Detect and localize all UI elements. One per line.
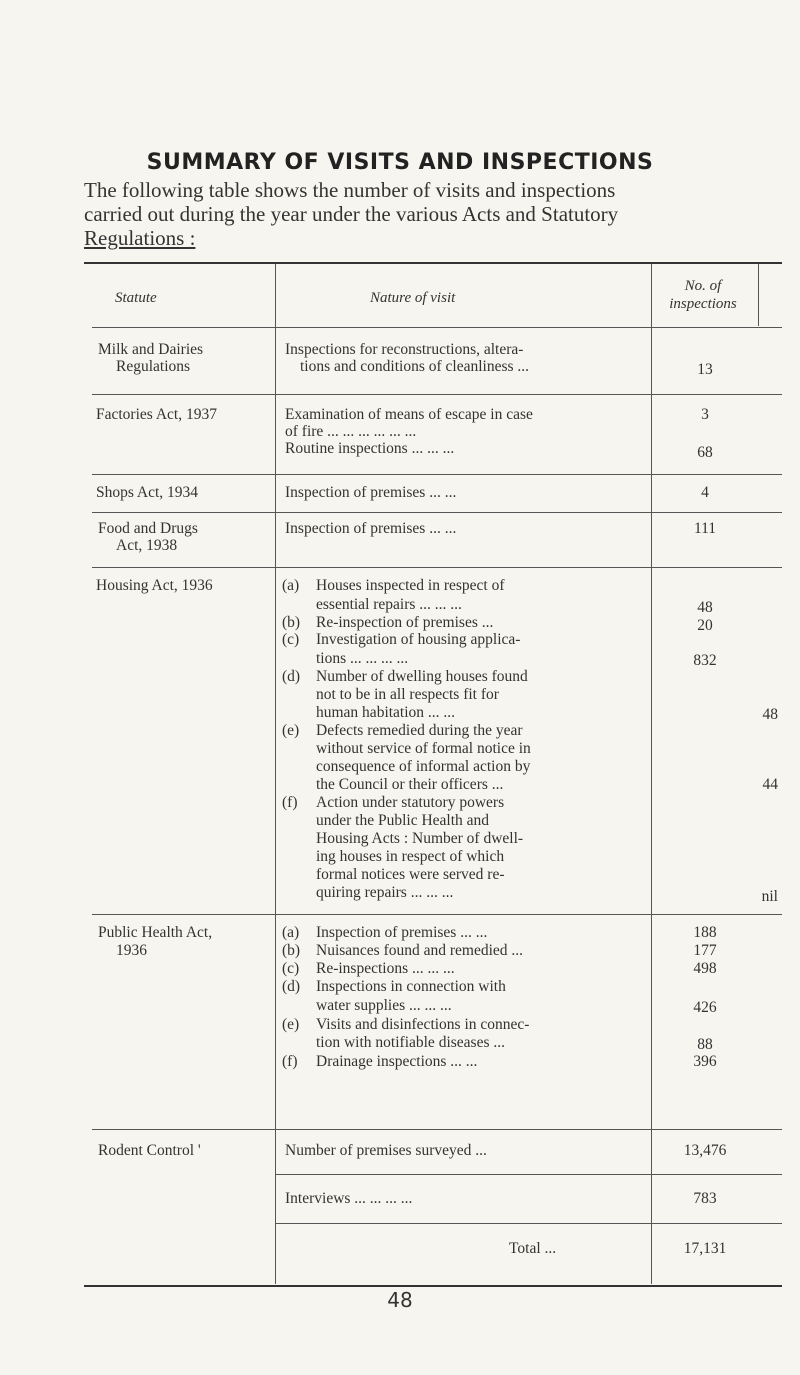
nature-shops: Inspection of premises ... ...	[285, 484, 457, 501]
row-divider	[92, 474, 782, 475]
statute-milk: Regulations	[116, 358, 191, 375]
public-health-line: tion with notifiable diseases ...	[316, 1034, 505, 1051]
nature-milk: Inspections for reconstructions, altera-	[285, 341, 524, 358]
side-count-housing: nil	[761, 888, 778, 905]
count-public-health: 498	[693, 960, 717, 977]
count-factories: 68	[697, 444, 713, 461]
public-health-line: Inspection of premises ... ...	[316, 924, 488, 941]
intro-line: Regulations :	[84, 226, 196, 250]
header-statute: Statute	[115, 290, 157, 306]
count-shops: 4	[701, 484, 709, 501]
intro-paragraph	[84, 178, 764, 250]
statute-food: Food and Drugs	[98, 520, 198, 537]
intro-line: The following table shows the number of visits and inspections	[84, 178, 616, 202]
housing-label: (c)	[282, 631, 300, 648]
nature-factories: Examination of means of escape in case	[285, 406, 533, 423]
page-number: 48	[387, 1288, 413, 1312]
count-rodent: 13,476	[683, 1142, 727, 1159]
statute-public-health: 1936	[116, 942, 147, 959]
housing-label: (a)	[282, 577, 300, 594]
housing-line: essential repairs ... ... ...	[316, 596, 462, 613]
count-interviews: 783	[693, 1190, 717, 1207]
statute-rodent: Rodent Control '	[98, 1142, 201, 1159]
count-public-health: 396	[693, 1053, 717, 1070]
statute-milk: Milk and Dairies	[98, 341, 204, 358]
housing-line: Defects remedied during the year	[316, 722, 523, 739]
housing-line: Re-inspection of premises ...	[316, 614, 494, 631]
count-milk: 13	[697, 361, 713, 378]
statute-factories: Factories Act, 1937	[96, 406, 217, 423]
total-label: Total ...	[509, 1240, 557, 1257]
header-inspections-line1: No. of	[684, 278, 722, 294]
public-health-label: (b)	[282, 942, 301, 959]
page-title: SUMMARY OF VISITS AND INSPECTIONS	[146, 150, 654, 175]
housing-line: not to be in all respects fit for	[316, 686, 499, 703]
public-health-line: Re-inspections ... ... ...	[316, 960, 455, 977]
housing-line: consequence of informal action by	[316, 758, 531, 775]
count-public-health: 188	[693, 924, 717, 941]
public-health-line: Nuisances found and remedied ...	[316, 942, 524, 959]
statute-food: Act, 1938	[116, 537, 178, 554]
housing-line: human habitation ... ...	[316, 704, 456, 721]
nature-food: Inspection of premises ... ...	[285, 520, 457, 537]
row-divider	[92, 914, 782, 915]
public-health-label: (f)	[282, 1053, 298, 1070]
nature-factories: of fire ... ... ... ... ... ...	[285, 423, 417, 440]
header-inspections-line2: inspections	[669, 296, 737, 312]
header-nature: Nature of visit	[370, 290, 456, 306]
column-divider	[758, 264, 759, 326]
total-count: 17,131	[683, 1240, 727, 1257]
row-divider	[92, 567, 782, 568]
row-divider	[92, 1129, 782, 1130]
count-public-health: 177	[693, 942, 717, 959]
housing-line: the Council or their officers ...	[316, 776, 504, 793]
housing-label: (d)	[282, 668, 301, 685]
count-factories: 3	[701, 406, 709, 423]
housing-line: quiring repairs ... ... ...	[316, 884, 454, 901]
statute-public-health: Public Health Act,	[98, 924, 213, 941]
housing-line: Action under statutory powers	[316, 794, 505, 811]
nature-rodent: Number of premises surveyed ...	[285, 1142, 487, 1159]
statute-shops: Shops Act, 1934	[96, 484, 199, 501]
count-food: 111	[693, 520, 717, 537]
count-public-health: 426	[693, 999, 717, 1016]
housing-line: Number of dwelling houses found	[316, 668, 528, 685]
row-divider	[275, 1174, 782, 1175]
side-count-housing: 44	[762, 776, 778, 793]
housing-label: (e)	[282, 722, 300, 739]
public-health-label: (a)	[282, 924, 300, 941]
housing-line: under the Public Health and	[316, 812, 490, 829]
housing-line: Housing Acts : Number of dwell-	[316, 830, 524, 847]
housing-line: Investigation of housing applica-	[316, 631, 521, 648]
public-health-label: (e)	[282, 1016, 300, 1033]
housing-line: without service of formal notice in	[316, 740, 531, 757]
count-public-health: 88	[697, 1036, 713, 1053]
statute-housing: Housing Act, 1936	[96, 577, 213, 594]
count-housing: 20	[697, 617, 713, 634]
nature-interviews: Interviews ... ... ... ...	[285, 1190, 413, 1207]
column-divider	[275, 264, 276, 1284]
public-health-line: Inspections in connection with	[316, 978, 506, 995]
housing-label: (f)	[282, 794, 298, 811]
public-health-label: (d)	[282, 978, 301, 995]
public-health-line: water supplies ... ... ...	[316, 997, 452, 1014]
row-divider	[92, 512, 782, 513]
table-top-rule	[84, 262, 782, 264]
nature-factories: Routine inspections ... ... ...	[285, 440, 455, 457]
public-health-line: Visits and disinfections in connec-	[316, 1016, 530, 1033]
housing-line: Houses inspected in respect of	[316, 577, 505, 594]
count-housing: 48	[697, 599, 713, 616]
count-housing: 832	[693, 652, 717, 669]
public-health-label: (c)	[282, 960, 300, 977]
table-bottom-rule	[84, 1285, 782, 1287]
side-count-housing: 48	[762, 706, 778, 723]
housing-line: formal notices were served re-	[316, 866, 505, 883]
housing-label: (b)	[282, 614, 301, 631]
nature-milk: tions and conditions of cleanliness ...	[300, 358, 530, 375]
housing-line: tions ... ... ... ...	[316, 650, 409, 667]
public-health-line: Drainage inspections ... ...	[316, 1053, 478, 1070]
row-divider	[275, 1223, 782, 1224]
row-divider	[92, 394, 782, 395]
intro-line: carried out during the year under the various Acts and Statutory	[84, 202, 619, 226]
column-divider	[651, 264, 652, 1284]
row-divider	[92, 327, 782, 328]
housing-line: ing houses in respect of which	[316, 848, 505, 865]
